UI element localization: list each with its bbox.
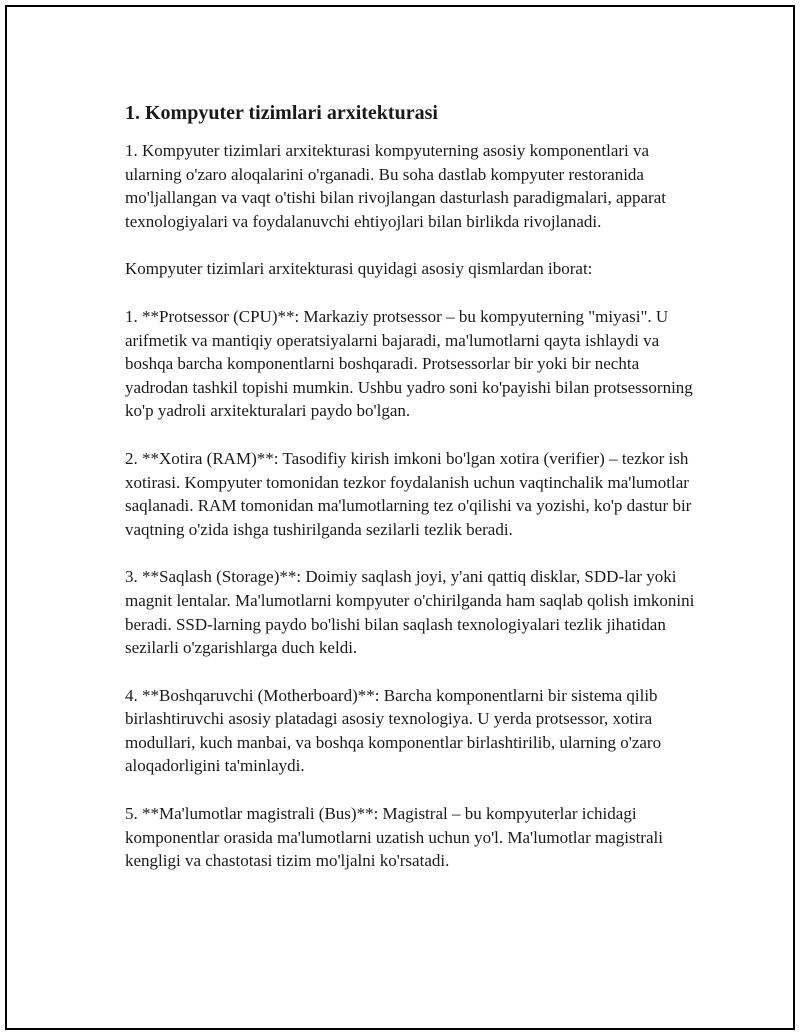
bus-paragraph: 5. **Ma'lumotlar magistrali (Bus)**: Magistral – bu kompyuterlar ichidagi komponentlar orasida ma'lumotlarni uzatish uchun yo'l. Ma'lumotlar magistrali kengligi va chastotasi tizim mo'ljalni ko'rsatadi. <box>125 804 663 871</box>
ram-paragraph: 2. **Xotira (RAM)**: Tasodifiy kirish imkoni bo'lgan xotira (verifier) – tezkor ish xotirasi. Kompyuter tomonidan tezkor foydalanish uchun vaqtinchalik ma'lumotlar saqlanadi. RAM tomonidan ma'lumotlarning tez o'qilishi va yozishi, ko'p dastur bir vaqtning o'zida ishga tushirilganda sezilarli tezlik beradi. <box>125 448 692 539</box>
document-title: 1. Kompyuter tizimlari arxitekturasi <box>125 102 438 124</box>
parts-lead-paragraph: Kompyuter tizimlari arxitekturasi quyidagi asosiy qismlardan iborat: <box>125 259 593 279</box>
page-frame <box>5 5 795 1030</box>
storage-paragraph: 3. **Saqlash (Storage)**: Doimiy saqlash joyi, y'ani qattiq disklar, SDD-lar yoki magnit lentalar. Ma'lumotlarni kompyuter o'chirilganda ham saqlab qolish imkonini beradi. SSD-larning paydo bo'lishi bilan saqlash texnologiyalari tezlik jihatidan sezilarli o'zgarishlarga duch keldi. <box>125 567 695 658</box>
intro-paragraph: 1. Kompyuter tizimlari arxitekturasi kompyuterning asosiy komponentlari va ularning o'zaro aloqalarini o'rganadi. Bu soha dastlab kompyuter restoranida mo'ljallangan va vaqt o'tishi bilan rivojlangan dasturlash paradigmalari, apparat texnologiyalari va foydalanuvchi ehtiyojlari bilan birlikda rivojlanadi. <box>125 141 666 231</box>
motherboard-paragraph: 4. **Boshqaruvchi (Motherboard)**: Barcha komponentlarni bir sistema qilib birlashtiruvchi asosiy platadagi asosiy texnologiya. U yerda protsessor, xotira modullari, kuch manbai, va boshqa komponentlar birlashtirilib, ularning o'zaro aloqadorligini ta'minlaydi. <box>125 685 662 776</box>
cpu-paragraph: 1. **Protsessor (CPU)**: Markaziy protsessor – bu kompyuterning "miyasi". U arifmetik va mantiqiy operatsiyalarni bajaradi, ma'lumotlarni qayta ishlaydi va boshqa barcha komponentlarni boshqaradi. Protsessorlar bir yoki bir nechta yadrodan tashkil topishi mumkin. Ushbu yadro soni ko'payishi bilan protsessorning ko'p yadroli arxitekturalari paydo bo'lgan. <box>125 306 693 421</box>
document-body <box>125 99 705 897</box>
